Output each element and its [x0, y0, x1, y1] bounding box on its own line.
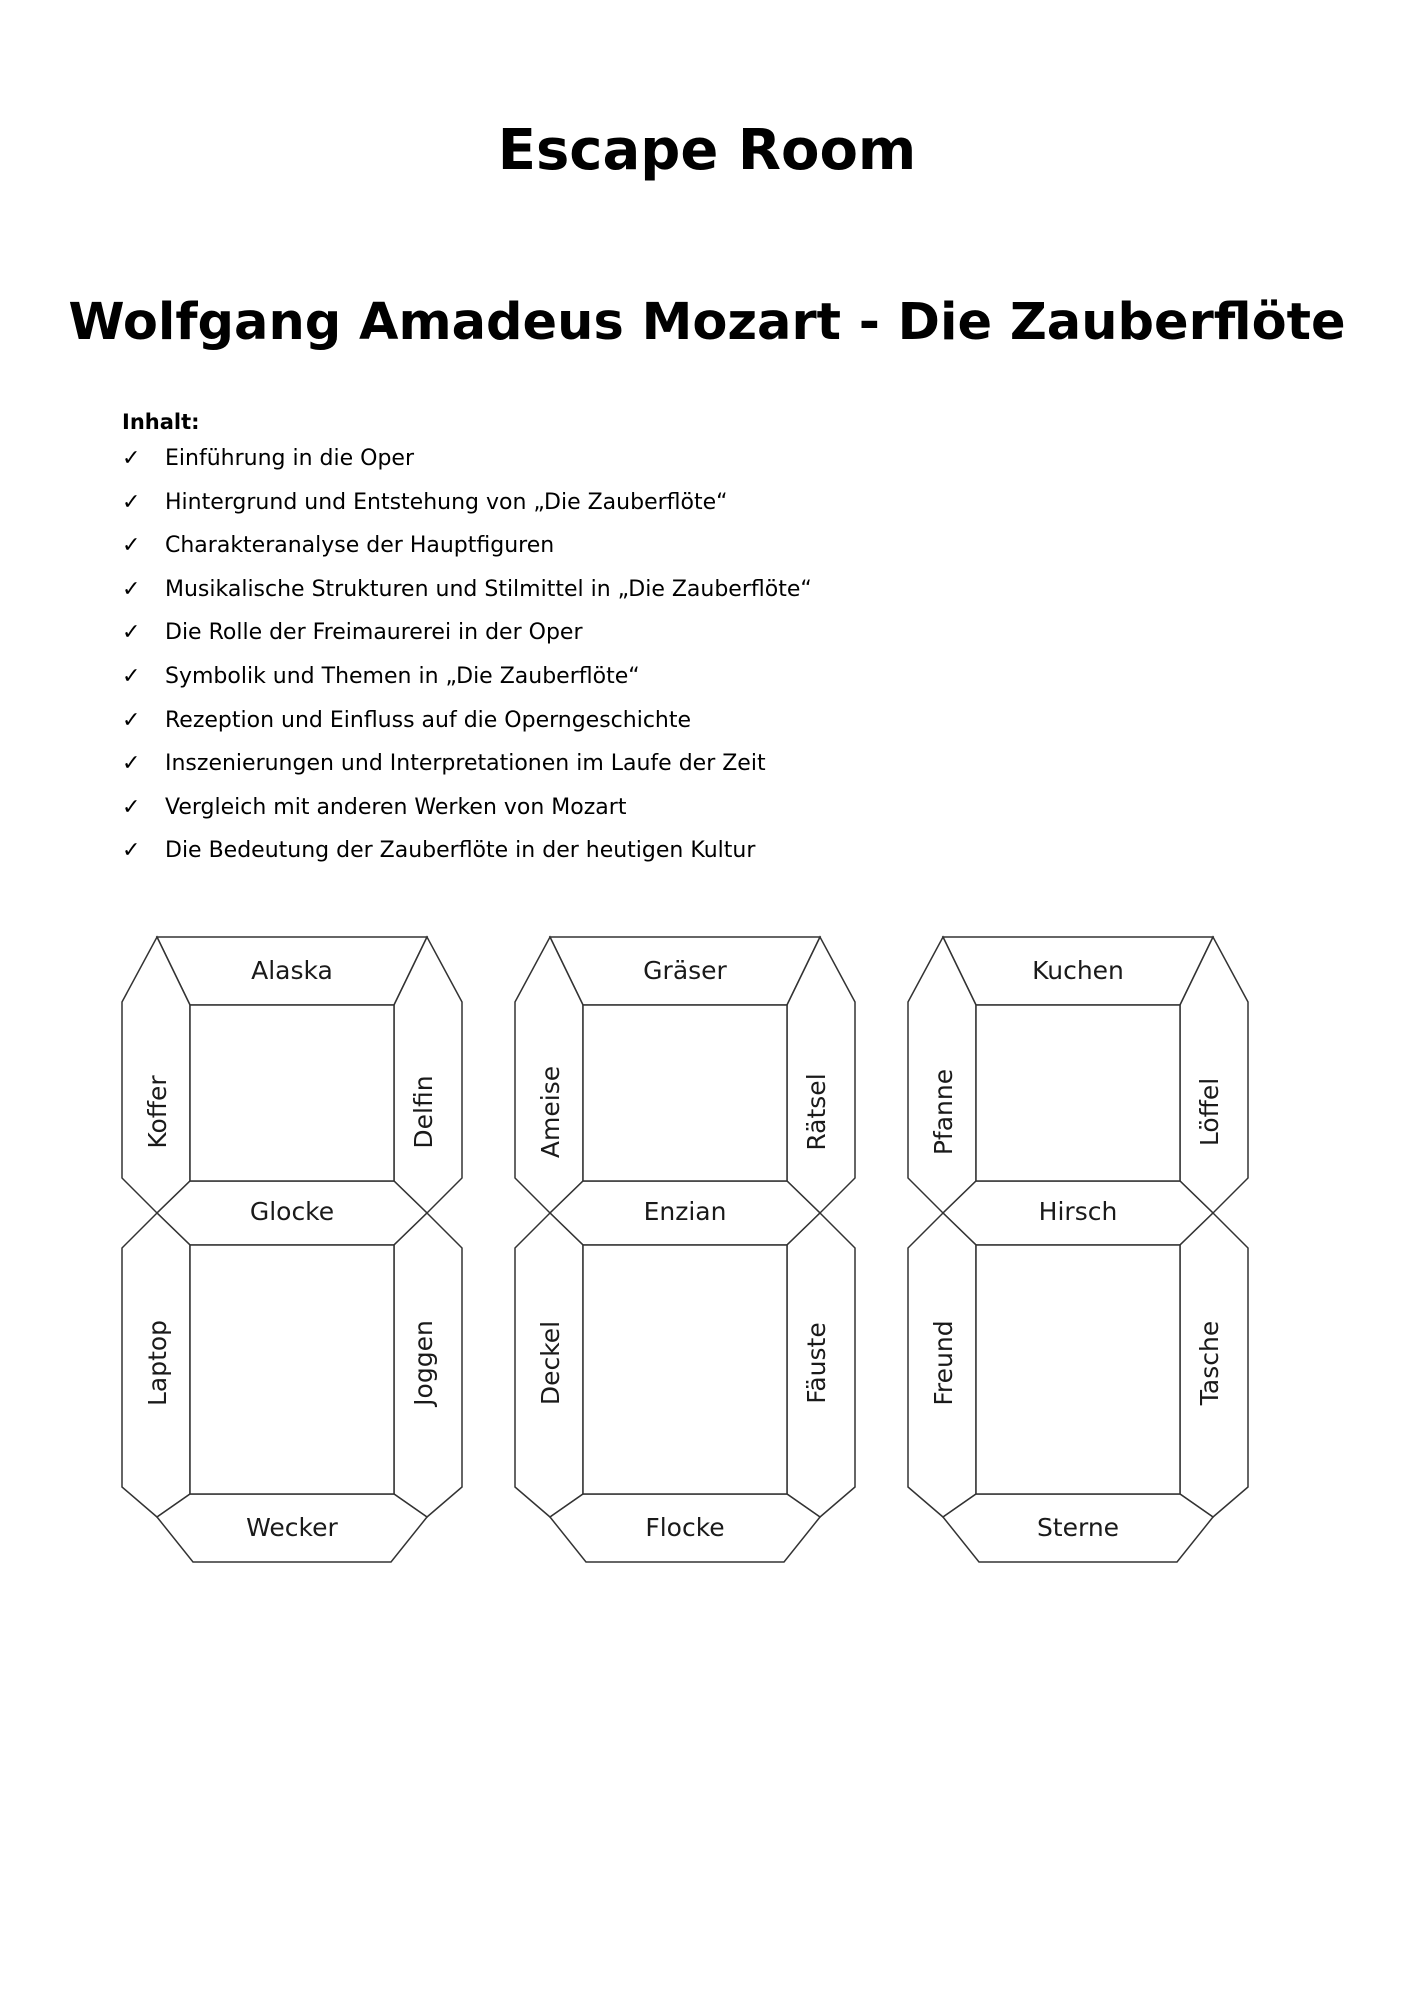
segment-label-lower-left: Freund [929, 1320, 958, 1406]
segment-label-lower-left: Deckel [536, 1320, 565, 1406]
segment-label-middle: Glocke [249, 1197, 335, 1226]
list-item-text: Einführung in die Oper [165, 446, 414, 471]
segment-label-top: Gräser [643, 956, 727, 985]
check-icon: ✓ [122, 751, 141, 777]
puzzle-1 [122, 937, 462, 1562]
list-item-text: Musikalische Strukturen und Stilmittel in „Die Zauberflöte“ [165, 576, 812, 602]
lower-box [190, 1245, 394, 1494]
upper-box [976, 1005, 1180, 1181]
check-icon: ✓ [122, 533, 141, 559]
segment-label-lower-right: Joggen [409, 1320, 438, 1406]
segment-label-bottom: Flocke [645, 1513, 725, 1542]
segment-label-upper-right: Rätsel [802, 1073, 831, 1151]
check-icon: ✓ [122, 838, 141, 864]
segment-label-bottom: Wecker [246, 1513, 338, 1542]
check-icon: ✓ [122, 576, 141, 602]
list-item-text: Charakteranalyse der Hauptfiguren [165, 533, 555, 559]
check-icon: ✓ [122, 707, 141, 733]
content-label: Inhalt: [122, 410, 200, 434]
segment-label-lower-right: Fäuste [802, 1322, 831, 1404]
segment-label-upper-left: Ameise [536, 1065, 565, 1159]
segment-label-upper-right: Delfin [409, 1075, 438, 1149]
list-item-text: Die Bedeutung der Zauberflöte in der heutigen Kultur [165, 838, 756, 864]
page-subtitle: Wolfgang Amadeus Mozart - Die Zauberflöte [68, 293, 1346, 352]
lower-box [976, 1245, 1180, 1494]
upper-box [190, 1005, 394, 1181]
list-item-text: Symbolik und Themen in „Die Zauberflöte“ [165, 663, 640, 689]
check-icon: ✓ [122, 794, 141, 820]
list-item-text: Vergleich mit anderen Werken von Mozart [165, 794, 627, 820]
segment-label-upper-left: Pfanne [929, 1068, 958, 1156]
list-item-text: Die Rolle der Freimaurerei in der Oper [165, 620, 583, 646]
puzzle-2 [515, 937, 855, 1562]
lower-box [583, 1245, 787, 1494]
check-icon: ✓ [122, 446, 141, 471]
segment-label-top: Alaska [251, 956, 333, 985]
upper-box [583, 1005, 787, 1181]
list-item-text: Hintergrund und Entstehung von „Die Zauberflöte“ [165, 489, 728, 515]
list-item-text: Rezeption und Einfluss auf die Operngeschichte [165, 707, 692, 733]
check-icon: ✓ [122, 620, 141, 646]
check-icon: ✓ [122, 489, 141, 515]
segment-label-lower-right: Tasche [1195, 1320, 1224, 1406]
segment-label-lower-left: Laptop [143, 1319, 172, 1407]
page-title: Escape Room [497, 118, 917, 183]
segment-label-middle: Enzian [643, 1197, 727, 1226]
segment-label-upper-right: Löffel [1195, 1077, 1224, 1147]
check-icon: ✓ [122, 663, 141, 689]
puzzle-3 [908, 937, 1248, 1562]
segment-label-middle: Hirsch [1038, 1197, 1118, 1226]
segment-label-top: Kuchen [1032, 956, 1124, 985]
segment-label-bottom: Sterne [1036, 1513, 1120, 1542]
segment-label-upper-left: Koffer [143, 1075, 172, 1149]
list-item-text: Inszenierungen und Interpretationen im Laufe der Zeit [165, 751, 766, 777]
